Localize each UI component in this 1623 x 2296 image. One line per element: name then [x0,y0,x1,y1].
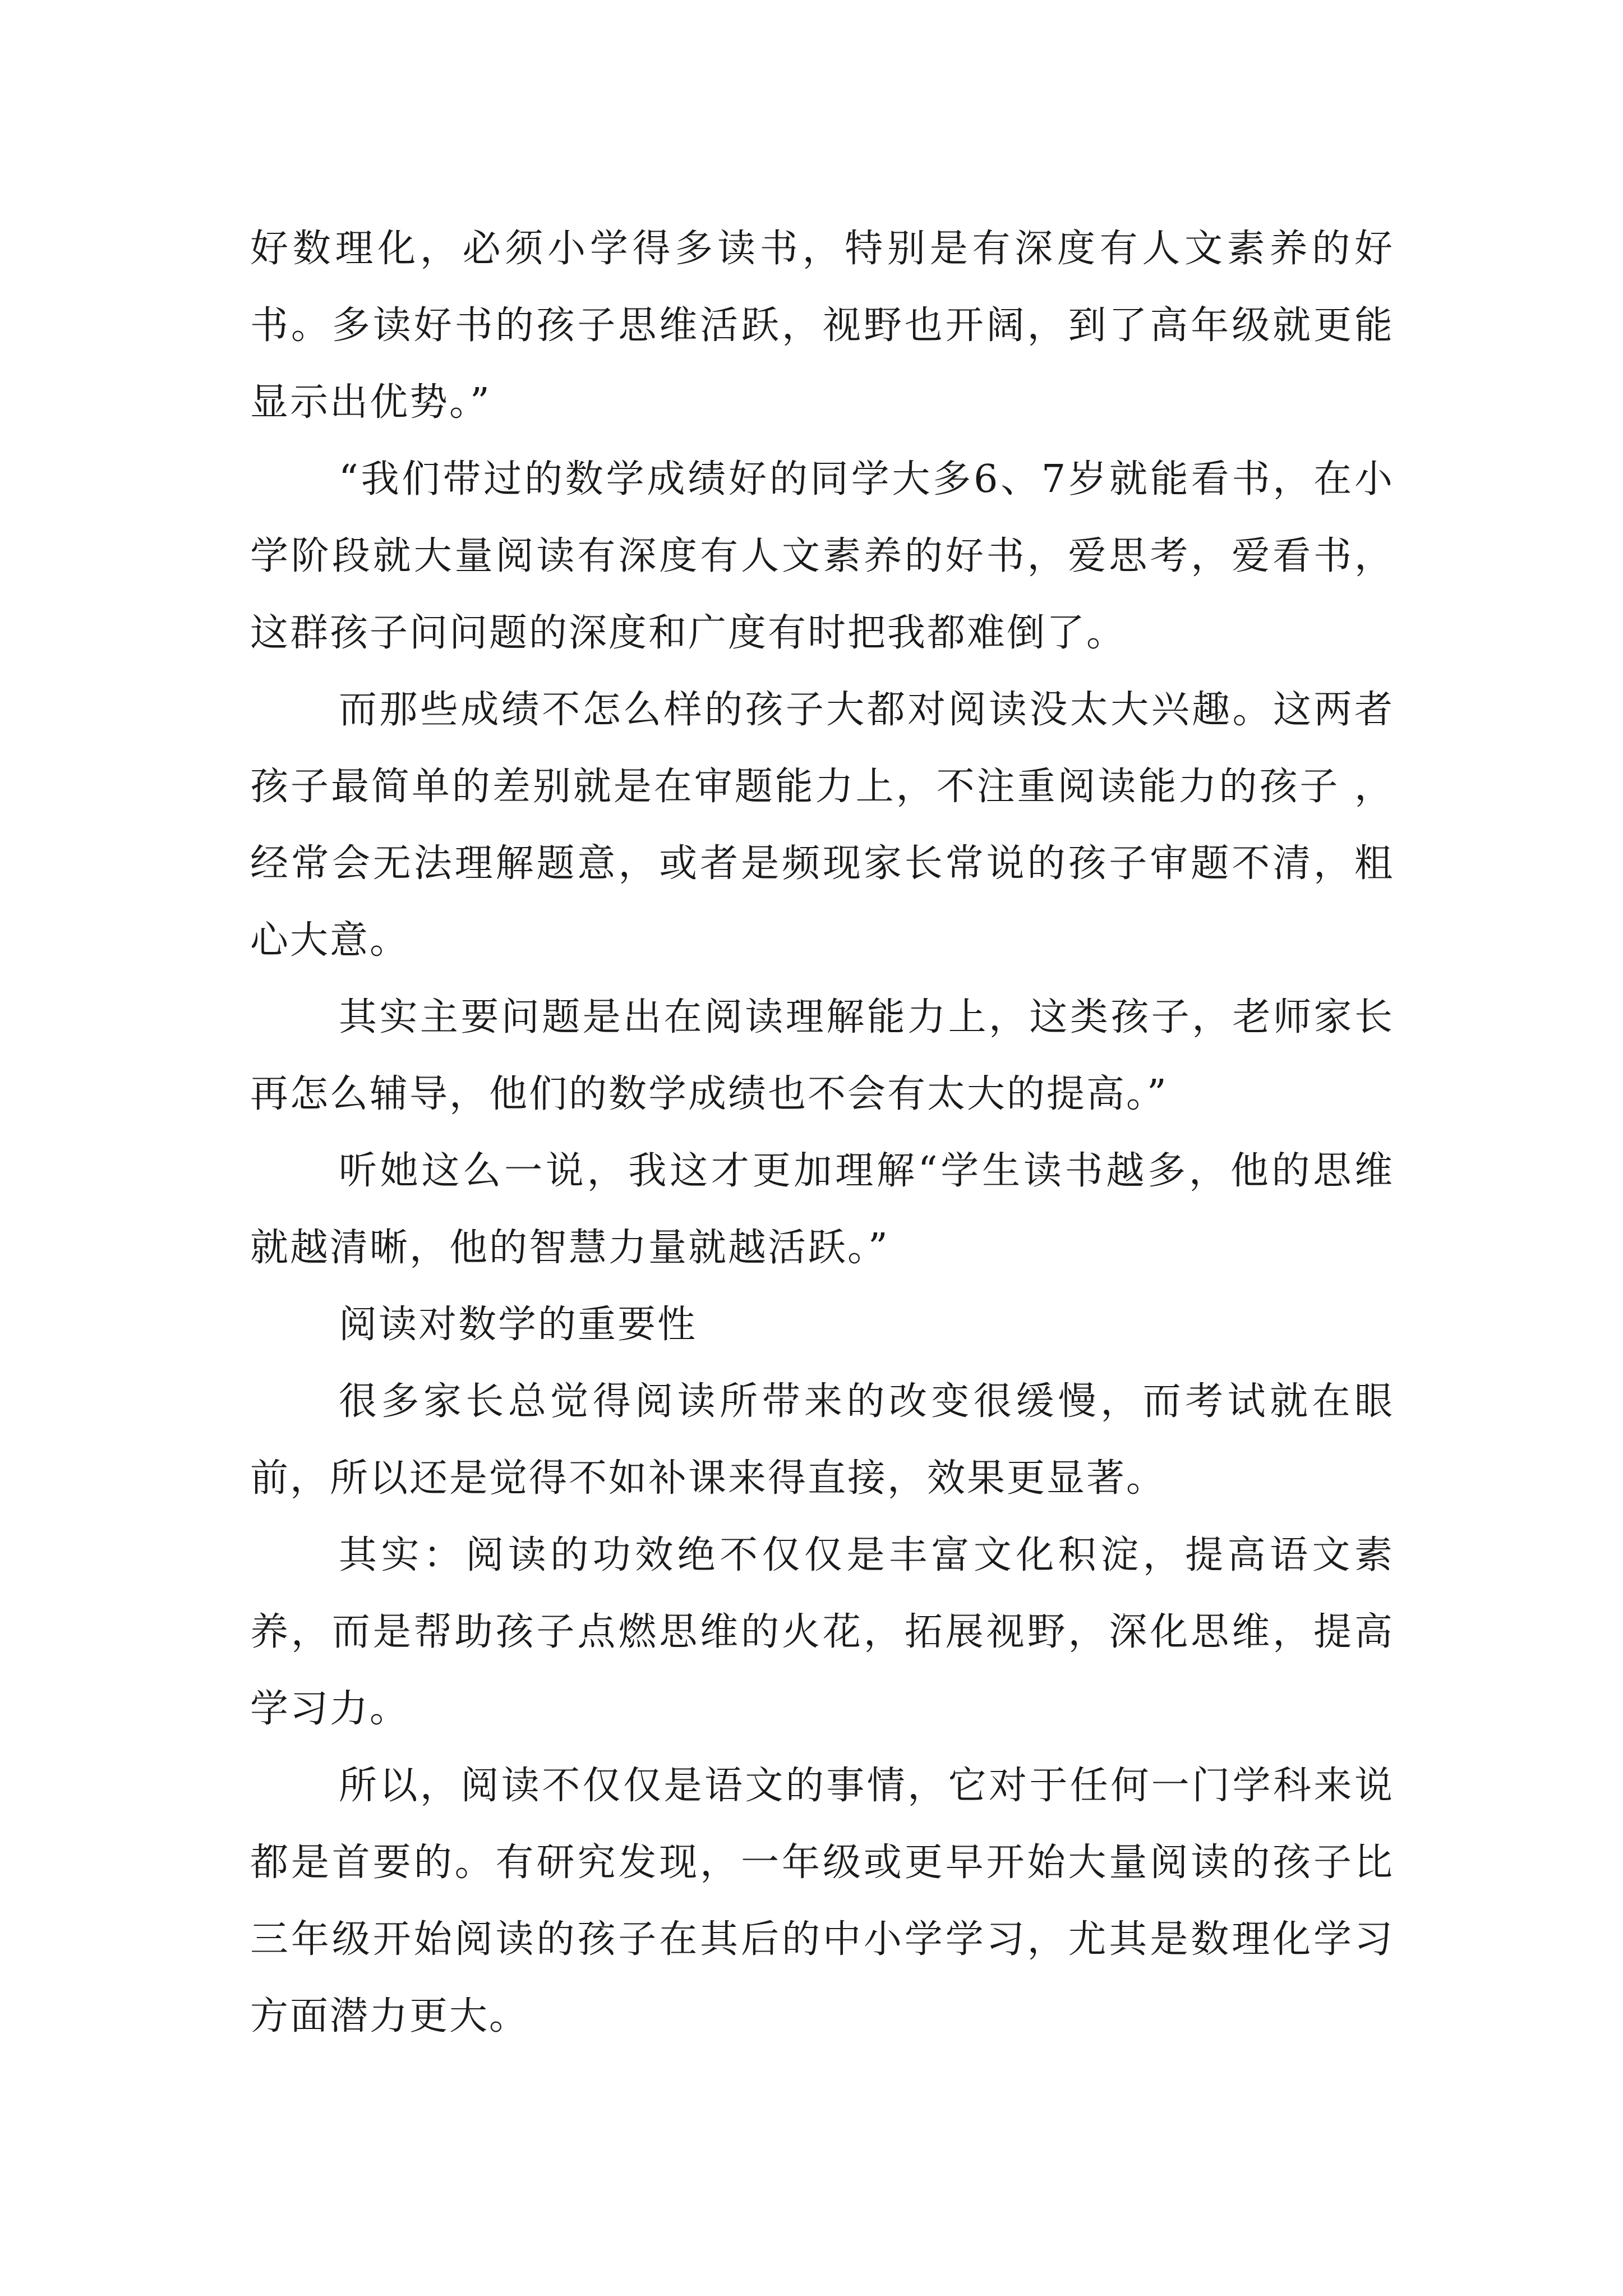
paragraph-1: 好数理化，必须小学得多读书，特别是有深度有人文素养的好书。多读好书的孩子思维活跃，视野也开阔，到了高年级就更能显示出优势。” [250,227,1394,425]
paragraph-2: “我们带过的数学成绩好的同学大多6、7岁就能看书，在小学阶段就大量阅读有深度有人文素养的好书，爱思考，爱看书，这群孩子问问题的深度和广度有时把我都难倒了。 [250,457,1394,655]
paragraph-7: 其实：阅读的功效绝不仅仅是丰富文化积淀，提高语文素养，而是帮助孩子点燃思维的火花，拓展视野，深化思维，提高学习力。 [250,1533,1394,1731]
section-heading: 阅读对数学的重要性 [339,1303,698,1347]
paragraph-5: 听她这么一说，我这才更加理解“学生读书越多，他的思维就越清晰，他的智慧力量就越活跃。” [250,1149,1394,1270]
paragraph-6: 很多家长总觉得阅读所带来的改变很缓慢，而考试就在眼前，所以还是觉得不如补课来得直接，效果更显著。 [250,1379,1394,1501]
body-text [250,210,1394,2055]
paragraph-8: 所以，阅读不仅仅是语文的事情，它对于任何一门学科来说都是首要的。有研究发现，一年级或更早开始大量阅读的孩子比三年级开始阅读的孩子在其后的中小学学习，尤其是数理化学习方面潜力更大。 [250,1764,1394,2039]
paragraph-3: 而那些成绩不怎么样的孩子大都对阅读没太大兴趣。这两者孩子最简单的差别就是在审题能力上，不注重阅读能力的孩子 ，经常会无法理解题意，或者是频现家长常说的孩子审题不清，粗心大意。 [250,688,1394,963]
paragraph-4: 其实主要问题是出在阅读理解能力上，这类孩子，老师家长再怎么辅导，他们的数学成绩也不会有太大的提高。” [250,995,1394,1116]
